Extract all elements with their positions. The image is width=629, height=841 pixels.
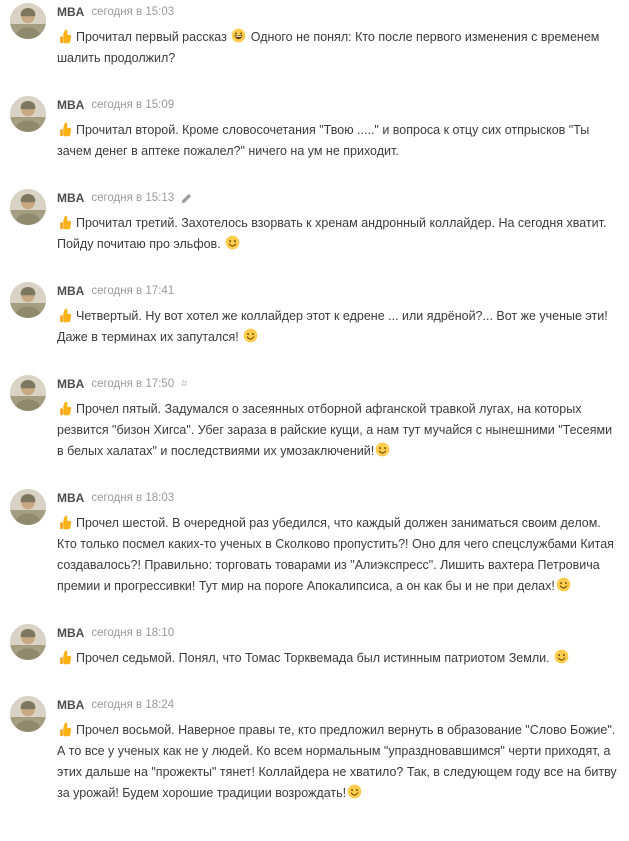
message-text: Прочел шестой. В очередной раз убедился, что каждый должен заниматься своим делом. Кто только посмел каких-то ученых в Сколково пропустить?! Оно для чего спецслужбами Китая создавалось?! Правильно: торговать товарами из "Алиэкспресс". Лишить вахтера Петровича премии и прогрессивки! Тут мир на пороге Апокалипсиса, а он как бы и не при делах! <box>57 516 614 593</box>
user-avatar[interactable] <box>10 489 46 525</box>
comment <box>10 189 623 255</box>
comment <box>10 696 623 804</box>
timestamp-link[interactable]: сегодня в 15:03 <box>91 6 175 18</box>
user-avatar-photo <box>10 96 46 132</box>
timestamp-link[interactable]: сегодня в 18:03 <box>91 492 175 504</box>
message-text: Прочитал третий. Захотелось взорвать к хренам андронный коллайдер. На сегодня хватит. Пойду почитаю про эльфов. <box>57 216 607 251</box>
author-link[interactable]: MBA <box>57 626 85 640</box>
comment-content <box>57 3 623 69</box>
message-text: Четвертый. Ну вот хотел же коллайдер этот к едрене ... или ядрёной?... Вот же ученые эти! Даже в терминах их запутался! <box>57 309 608 344</box>
comment-content <box>57 489 623 597</box>
slightly-smiling-face-icon <box>556 577 571 592</box>
comment-text <box>57 720 623 804</box>
message-text: Прочитал второй. Кроме словосочетания "Твою ....." и вопроса к отцу сих отпрысков "Ты зачем денег в аптеке пожалел?" ничего на ум не приходит. <box>57 123 590 158</box>
message-text: Прочел седьмой. Понял, что Томас Торквемада был истинным патриотом Земли. <box>76 651 554 665</box>
user-avatar-photo <box>10 624 46 660</box>
comment-content <box>57 696 623 804</box>
pencil-icon <box>181 193 192 204</box>
comment <box>10 96 623 162</box>
message-text: Прочел пятый. Задумался о засеянных отборной афганской травкой лугах, на которых резвится "бизон Хигса". Убег зараза в райские кущи, а нам тут мучайся с нынешними "Тесеями в белых халатах" и последствиями их умозаключений! <box>57 402 613 458</box>
comment-header <box>57 375 623 392</box>
user-avatar[interactable] <box>10 189 46 225</box>
user-avatar[interactable] <box>10 375 46 411</box>
author-link[interactable]: MBA <box>57 284 85 298</box>
comment <box>10 282 623 348</box>
comment-content <box>57 375 623 462</box>
message-text: Прочитал первый рассказ <box>76 30 231 44</box>
message-text: Одного не понял: Кто после первого изменения с временем шалить продолжил? <box>57 30 600 65</box>
author-link[interactable]: MBA <box>57 98 85 112</box>
user-avatar-photo <box>10 282 46 318</box>
comment-text <box>57 120 623 162</box>
slightly-smiling-face-icon <box>554 649 569 664</box>
author-link[interactable]: MBA <box>57 698 85 712</box>
user-avatar[interactable] <box>10 96 46 132</box>
comment-header <box>57 696 623 713</box>
user-avatar[interactable] <box>10 696 46 732</box>
edited-icon <box>181 377 187 392</box>
comment-content <box>57 189 623 255</box>
hash-icon: # <box>181 378 188 390</box>
user-avatar-photo <box>10 3 46 39</box>
comment <box>10 624 623 669</box>
timestamp-link[interactable]: сегодня в 15:09 <box>91 99 175 111</box>
timestamp-link[interactable]: сегодня в 15:13 <box>91 192 175 204</box>
user-avatar-photo <box>10 696 46 732</box>
slightly-smiling-face-icon <box>243 328 258 343</box>
grinning-face-icon <box>231 28 246 43</box>
comment <box>10 375 623 462</box>
comment-content <box>57 282 623 348</box>
comment-header <box>57 96 623 113</box>
timestamp-link[interactable]: сегодня в 17:50 <box>91 378 175 390</box>
comment-header <box>57 3 623 20</box>
comment-header <box>57 489 623 506</box>
author-link[interactable]: MBA <box>57 5 85 19</box>
thumbs-up-icon <box>58 401 72 416</box>
comment-text <box>57 399 623 462</box>
comment <box>10 3 623 69</box>
comment-text <box>57 648 623 669</box>
timestamp-link[interactable]: сегодня в 18:10 <box>91 627 175 639</box>
message-text: Прочел восьмой. Наверное правы те, кто предложил вернуть в образование "Слово Божие". А то все у ученых как не у людей. Ко всем нормальным "упраздновавшимся" черти приходят, а этих дальше на "прожекты" тянет! Коллайдера не хватило? Так, в следующем году все на битву за урожай! Будем хорошие традиции возрождать! <box>57 723 617 800</box>
user-avatar-photo <box>10 489 46 525</box>
timestamp-link[interactable]: сегодня в 17:41 <box>91 285 175 297</box>
edited-icon <box>181 193 192 204</box>
thumbs-up-icon <box>58 122 72 137</box>
slightly-smiling-face-icon <box>225 235 240 250</box>
thumbs-up-icon <box>58 308 72 323</box>
timestamp-link[interactable]: сегодня в 18:24 <box>91 699 175 711</box>
comment-text <box>57 306 623 348</box>
comment-text <box>57 513 623 597</box>
comment <box>10 489 623 597</box>
author-link[interactable]: MBA <box>57 491 85 505</box>
comment-header <box>57 189 623 206</box>
comment-content <box>57 624 623 669</box>
comment-text <box>57 213 623 255</box>
author-link[interactable]: MBA <box>57 191 85 205</box>
comment-header <box>57 624 623 641</box>
slightly-smiling-face-icon <box>347 784 362 799</box>
comment-header <box>57 282 623 299</box>
user-avatar[interactable] <box>10 624 46 660</box>
author-link[interactable]: MBA <box>57 377 85 391</box>
user-avatar-photo <box>10 375 46 411</box>
thumbs-up-icon <box>58 722 72 737</box>
thumbs-up-icon <box>58 29 72 44</box>
user-avatar[interactable] <box>10 3 46 39</box>
user-avatar-photo <box>10 189 46 225</box>
thumbs-up-icon <box>58 515 72 530</box>
comment-text <box>57 27 623 69</box>
user-avatar[interactable] <box>10 282 46 318</box>
slightly-smiling-face-icon <box>375 442 390 457</box>
comment-content <box>57 96 623 162</box>
thumbs-up-icon <box>58 215 72 230</box>
